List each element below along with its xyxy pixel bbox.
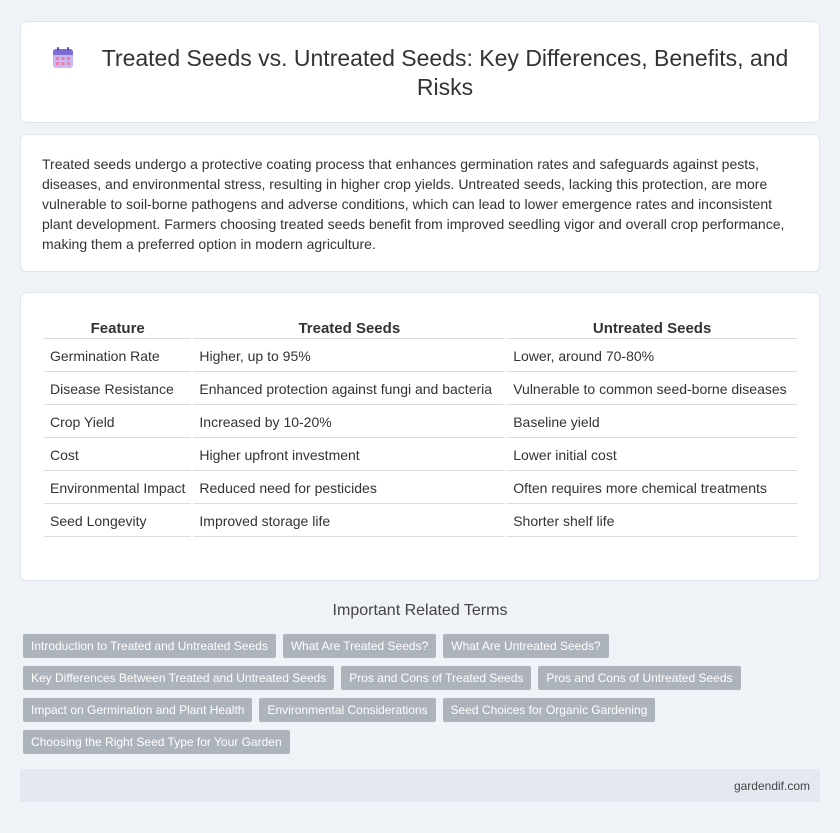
related-term-tag[interactable]: What Are Treated Seeds?: [283, 634, 436, 658]
related-term-tag[interactable]: Key Differences Between Treated and Untreated Seeds: [23, 666, 334, 690]
table-row: [44, 440, 797, 471]
comparison-card: [20, 292, 820, 581]
table-cell: Cost: [44, 440, 191, 471]
table-row: [44, 341, 797, 372]
table-cell: Seed Longevity: [44, 506, 191, 537]
comparison-table: [42, 314, 799, 539]
table-cell: Baseline yield: [507, 407, 797, 438]
column-header-feature: Feature: [44, 316, 191, 339]
table-cell: Improved storage life: [193, 506, 505, 537]
table-cell: Environmental Impact: [44, 473, 191, 504]
related-term-tag[interactable]: Pros and Cons of Treated Seeds: [341, 666, 531, 690]
intro-card: [20, 134, 820, 272]
table-cell: Enhanced protection against fungi and bacteria: [193, 374, 505, 405]
footer-site-name[interactable]: gardendif.com: [733, 779, 810, 793]
table-cell: Germination Rate: [44, 341, 191, 372]
table-cell: Disease Resistance: [44, 374, 191, 405]
calendar-icon: [51, 46, 75, 70]
related-term-tag[interactable]: Environmental Considerations: [259, 698, 435, 722]
table-cell: Vulnerable to common seed-borne diseases: [507, 374, 797, 405]
related-term-tag[interactable]: Pros and Cons of Untreated Seeds: [538, 666, 740, 690]
page-title: Treated Seeds vs. Untreated Seeds: Key Differences, Benefits, and Risks: [101, 45, 789, 100]
related-term-tag[interactable]: Introduction to Treated and Untreated Seeds: [23, 634, 276, 658]
table-cell: Higher upfront investment: [193, 440, 505, 471]
column-header-untreated: Untreated Seeds: [507, 316, 797, 339]
column-header-treated: Treated Seeds: [193, 316, 505, 339]
related-term-tag[interactable]: Impact on Germination and Plant Health: [23, 698, 252, 722]
table-row: [44, 374, 797, 405]
related-terms-tags: [23, 634, 803, 762]
table-cell: Lower initial cost: [507, 440, 797, 471]
table-cell: Increased by 10-20%: [193, 407, 505, 438]
related-term-tag[interactable]: What Are Untreated Seeds?: [443, 634, 608, 658]
header-card: [20, 21, 820, 123]
table-row: [44, 506, 797, 537]
table-cell: Reduced need for pesticides: [193, 473, 505, 504]
table-row: [44, 407, 797, 438]
footer-bar: [20, 769, 820, 802]
table-cell: Shorter shelf life: [507, 506, 797, 537]
intro-paragraph: Treated seeds undergo a protective coating process that enhances germination rates and safeguards against pests, diseases, and environmental stress, resulting in higher crop yields. Untreated seeds, lacking this protection, are more vulnerable to soil-borne pathogens and adverse conditions, which can lead to lower emergence rates and inconsistent plant development. Farmers choosing treated seeds benefit from improved seedling vigor and overall crop performance, making them a preferred option in modern agriculture.: [42, 156, 785, 252]
related-term-tag[interactable]: Seed Choices for Organic Gardening: [443, 698, 656, 722]
related-term-tag[interactable]: Choosing the Right Seed Type for Your Garden: [23, 730, 290, 754]
table-cell: Crop Yield: [44, 407, 191, 438]
related-terms-title: Important Related Terms: [332, 602, 508, 619]
table-cell: Higher, up to 95%: [193, 341, 505, 372]
table-header-row: [44, 316, 797, 339]
table-cell: Lower, around 70-80%: [507, 341, 797, 372]
table-cell: Often requires more chemical treatments: [507, 473, 797, 504]
table-row: [44, 473, 797, 504]
